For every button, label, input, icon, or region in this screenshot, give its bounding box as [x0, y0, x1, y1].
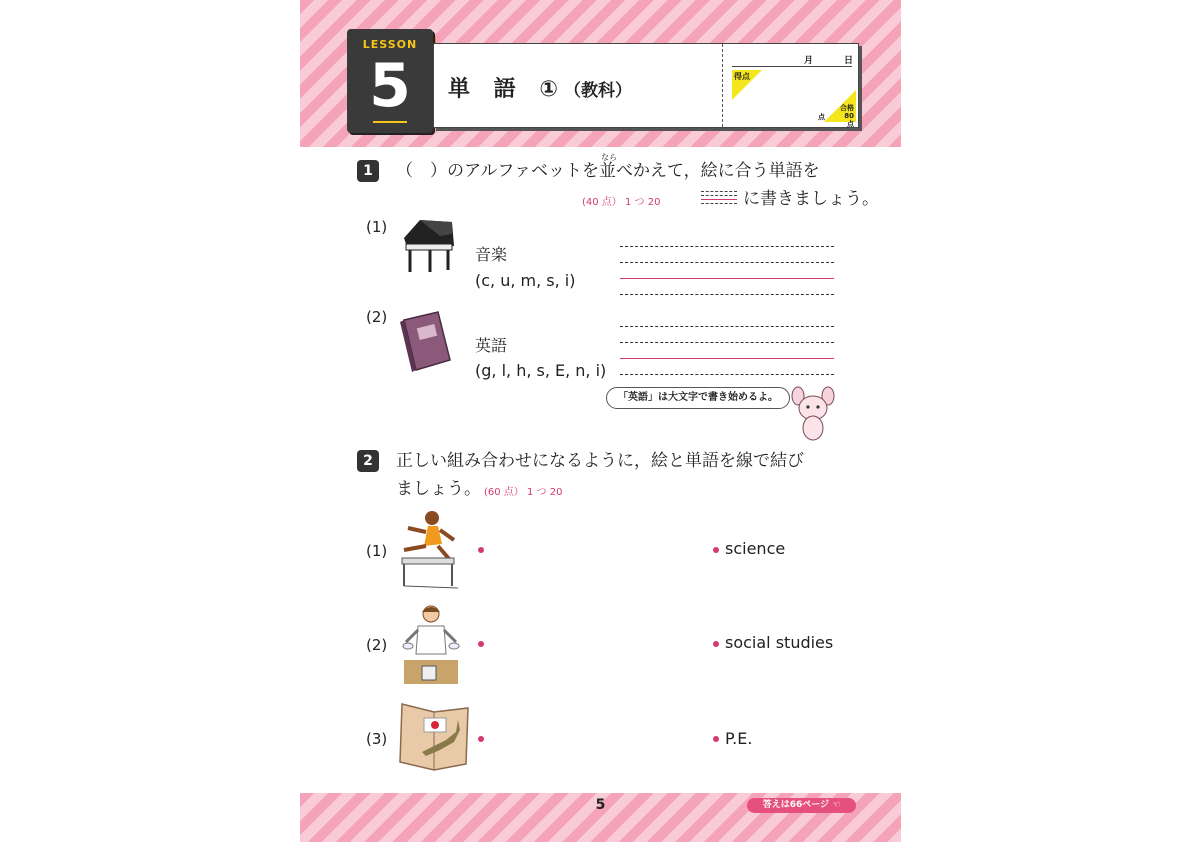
writing-line-sample [701, 188, 737, 206]
score-box [732, 50, 854, 128]
q2-answer-1-dot[interactable] [713, 547, 719, 553]
q2-item-2-left-dot[interactable] [478, 641, 484, 647]
question-2-text-line1: 正しい組み合わせになるように，絵と単語を線で結び [396, 451, 804, 471]
q1-item-1-word: 音楽 [475, 245, 508, 264]
page-number: 5 [595, 797, 606, 813]
q2-item-1-left-dot[interactable] [478, 547, 484, 553]
lesson-underline [373, 121, 407, 123]
pass-score: 80点 [844, 112, 854, 128]
scientist-icon [402, 604, 460, 684]
rabbit-mascot-icon [790, 386, 836, 442]
q2-item-1-number: (1) [366, 542, 388, 560]
q1-item-2-answer-lines[interactable] [620, 326, 834, 390]
q2-answer-2-dot[interactable] [713, 641, 719, 647]
date-month-label: 月 [804, 56, 814, 66]
answer-reference-text: 答えは66ページ [762, 800, 830, 810]
furigana-nara: なら [601, 153, 617, 162]
pass-label: 合格 [840, 104, 854, 112]
q2-item-3-left-dot[interactable] [478, 736, 484, 742]
piano-icon [400, 216, 456, 274]
lesson-label: LESSON [362, 38, 418, 51]
q1-item-1-answer-lines[interactable] [620, 246, 834, 310]
score-label: 得点 [734, 72, 750, 81]
q1-item-2-word: 英語 [475, 336, 508, 355]
q1-item-2-letters: (g, l, h, s, E, n, i) [475, 361, 607, 380]
question-1-number: 1 [357, 160, 379, 182]
pointing-hand-icon: ☜ [832, 800, 841, 810]
q2-answer-pe: P.E. [725, 729, 753, 748]
workbook-page [300, 0, 901, 842]
question-1-points: (40 点） 1 つ 20 [582, 197, 661, 208]
q2-answer-social-studies: social studies [725, 633, 834, 652]
q1-item-1-letters: (c, u, m, s, i) [475, 271, 576, 290]
page-title: 単 語 ① [448, 77, 566, 102]
answer-reference-link[interactable] [747, 798, 856, 813]
q1-item-2-number: (2) [366, 308, 388, 326]
q2-item-3-number: (3) [366, 730, 388, 748]
dictionary-icon [400, 310, 454, 372]
q1-item-1-number: (1) [366, 218, 388, 236]
date-day-label: 日 [844, 56, 854, 66]
date-field[interactable] [732, 53, 852, 67]
score-unit: 点 [818, 113, 825, 121]
pass-badge [840, 104, 854, 128]
question-1-text-line2: に書きましょう。 [743, 189, 879, 209]
title-box [433, 43, 859, 128]
q2-item-2-number: (2) [366, 636, 388, 654]
hurdler-icon [398, 510, 460, 590]
q2-answer-science: science [725, 539, 786, 558]
question-2-points: (60 点） 1 つ 20 [484, 487, 563, 498]
lesson-badge [347, 29, 433, 133]
hint-bubble: 「英語」は大文字で書き始めるよ。 [606, 387, 790, 409]
lesson-number: 5 [369, 51, 411, 121]
title-divider [722, 44, 723, 127]
page-subtitle: （教科） [564, 81, 632, 101]
q2-answer-3-dot[interactable] [713, 736, 719, 742]
question-1-text-line1: （ ）のアルファベットを並べかえて，絵に合う単語を [396, 161, 820, 181]
question-2-text-line2: ましょう。 [396, 479, 481, 499]
question-2-number: 2 [357, 450, 379, 472]
japan-map-book-icon [398, 702, 472, 772]
